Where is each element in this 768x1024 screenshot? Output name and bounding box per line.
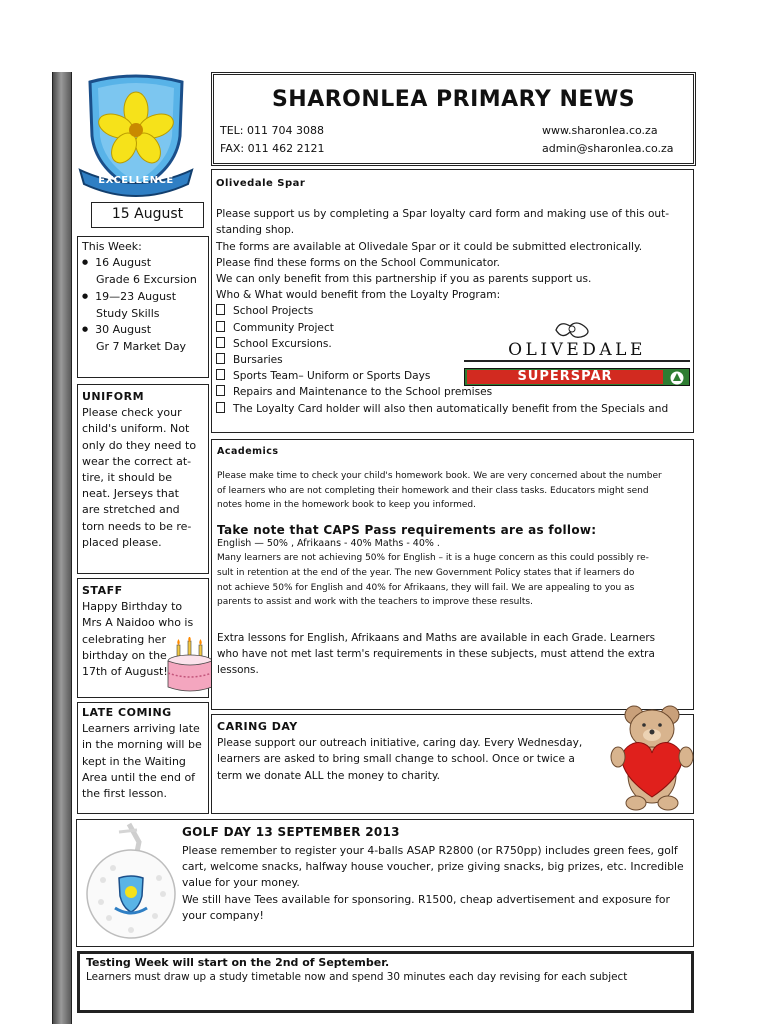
benefit-item: School Projects xyxy=(216,303,689,319)
text-line: only do they need to xyxy=(82,438,197,452)
text-line: celebrating her xyxy=(82,632,166,646)
text-line: The forms are available at Olivedale Spar or it could be submitted electronically. xyxy=(216,240,643,253)
text-line: of learners who are not completing their homework and their class tasks. Educators might send xyxy=(217,485,649,496)
text-line: Mrs A Naidoo who is xyxy=(82,616,194,630)
text-line: value for your money. xyxy=(182,876,300,890)
text-line: Please check your xyxy=(82,406,182,420)
text-line: are stretched and xyxy=(82,503,180,517)
olivedale-superspar-logo xyxy=(464,318,690,388)
uniform-box xyxy=(77,384,209,574)
text-line: We can only benefit from this partnership if you as parents support us. xyxy=(216,273,592,286)
uniform-text xyxy=(82,405,204,551)
benefit-item: Bursaries xyxy=(216,352,689,368)
staff-box xyxy=(77,578,209,698)
golf-ball-icon xyxy=(79,822,185,946)
event-name: Grade 6 Excursion xyxy=(96,273,197,287)
late-coming-title: LATE COMING xyxy=(82,706,172,719)
testing-week-box xyxy=(77,951,694,1013)
left-margin-bar xyxy=(52,72,72,1024)
caring-day-box xyxy=(211,714,694,814)
text-line: Please remember to register your 4-balls ASAP R2800 (or R750pp) includes green fees, golf xyxy=(182,844,678,857)
text-line: 17th of August! xyxy=(82,665,168,679)
benefit-item: The Loyalty Card holder will also then automatically benefit from the Specials and xyxy=(216,401,689,417)
crest-motto: EXCELLENCE xyxy=(98,175,174,186)
academics-box xyxy=(211,439,694,710)
text-line: Please support our outreach initiative, caring day. Every Wednesday, xyxy=(217,737,583,750)
birthday-cake-icon xyxy=(166,637,214,695)
text-line: your company! xyxy=(182,908,264,922)
text-line: wear the correct at- xyxy=(82,454,192,468)
text-line: Happy Birthday to xyxy=(82,600,183,614)
spar-tree-icon xyxy=(670,371,684,385)
text-line: Please make time to check your child's homework book. We are very concerned about the number xyxy=(217,471,662,481)
this-week-box xyxy=(77,236,209,378)
golf-day-text xyxy=(182,843,690,924)
text-line: kept in the Waiting xyxy=(82,754,186,768)
this-week-title: This Week: xyxy=(82,240,142,253)
text-line: tire, it should be xyxy=(82,471,172,485)
benefit-item: Community Project xyxy=(216,320,689,336)
testing-week-title: Testing Week will start on the 2nd of September. xyxy=(86,956,390,969)
text-line: sult in retention at the end of the year. The new Government Policy states that if learners do xyxy=(217,567,635,578)
school-crest xyxy=(76,74,196,198)
caps-requirements: English — 50% , Afrikaans - 40% Maths - 40% . xyxy=(217,537,440,549)
uniform-title: UNIFORM xyxy=(82,390,145,403)
text-line: notes home in the homework book to keep you informed. xyxy=(217,500,476,511)
text-line: child's uniform. Not xyxy=(82,422,190,436)
issue-date: 15 August xyxy=(111,206,184,222)
text-line: term we donate ALL the money to charity. xyxy=(217,769,440,782)
golf-day-title: GOLF DAY 13 SEPTEMBER 2013 xyxy=(182,825,400,839)
spar-box xyxy=(211,169,694,433)
fax-number: FAX: 011 462 2121 xyxy=(220,142,325,155)
text-line: Many learners are not achieving 50% for English – it is a huge concern as this could possibly re- xyxy=(217,553,649,564)
spar-title: Olivedale Spar xyxy=(216,178,306,189)
olivedale-emblem-icon xyxy=(550,318,594,340)
text-line: Learners arriving late xyxy=(82,722,200,736)
text-line: Area until the end of xyxy=(82,770,196,784)
staff-title: STAFF xyxy=(82,584,123,597)
this-week-list xyxy=(82,255,204,355)
text-line: standing shop. xyxy=(216,224,295,237)
newsletter-title: SHARONLEA PRIMARY NEWS xyxy=(271,87,636,112)
text-line: the first lesson. xyxy=(82,787,168,801)
date-box xyxy=(91,202,204,228)
text-line: Please support us by completing a Spar loyalty card form and making use of this out- xyxy=(216,208,670,221)
text-line: parents to assist and work with the teachers to improve these results. xyxy=(217,597,533,608)
text-line: in the morning will be xyxy=(82,738,202,752)
academics-title: Academics xyxy=(217,446,279,457)
benefit-item: Repairs and Maintenance to the School premises xyxy=(216,384,689,400)
event-name: Gr 7 Market Day xyxy=(96,340,187,354)
event-name: Study Skills xyxy=(96,306,160,320)
website-link[interactable]: www.sharonlea.co.za xyxy=(542,124,658,137)
teddy-bear-heart-icon xyxy=(608,703,696,813)
this-week-item xyxy=(82,255,204,288)
text-line: neat. Jerseys that xyxy=(82,487,179,501)
text-line: Who & What would benefit from the Loyalty Program: xyxy=(216,289,501,302)
caps-heading: Take note that CAPS Pass requirements are as follow: xyxy=(217,522,597,537)
caring-day-title: CARING DAY xyxy=(217,720,298,733)
text-line: cart, welcome snacks, halfway house voucher, prize giving snacks, big prizes, etc. Incredible xyxy=(182,860,684,874)
this-week-item xyxy=(82,289,204,322)
text-line: We still have Tees available for sponsoring. R1500, cheap advertisement and exposure for xyxy=(182,892,670,906)
text-line: who have not met last term's requirements in these subjects, must attend the extra xyxy=(217,647,655,660)
benefit-item: School Excursions. xyxy=(216,336,689,352)
text-line: learners are asked to bring small change to school. Once or twice a xyxy=(217,753,575,766)
golf-day-box xyxy=(76,819,694,947)
superspar-wordmark: SUPERSPAR xyxy=(467,370,663,384)
phone-number: TEL: 011 704 3088 xyxy=(220,124,324,137)
late-coming-box xyxy=(77,702,209,814)
this-week-item xyxy=(82,322,204,355)
event-date: ● 19—23 August xyxy=(82,289,204,306)
testing-week-text: Learners must draw up a study timetable now and spend 30 minutes each day revising for each subject xyxy=(86,971,628,983)
text-line: birthday on the xyxy=(82,648,167,662)
benefit-item: Sports Team– Uniform or Sports Days xyxy=(216,368,689,384)
email-link[interactable]: admin@sharonlea.co.za xyxy=(542,142,674,155)
text-line: Please find these forms on the School Communicator. xyxy=(216,256,501,269)
text-line: placed please. xyxy=(82,535,162,549)
text-line: lessons. xyxy=(217,664,259,677)
text-line: Extra lessons for English, Afrikaans and Maths are available in each Grade. Learners xyxy=(217,631,656,644)
masthead xyxy=(211,72,696,166)
olivedale-wordmark: OLIVEDALE xyxy=(464,340,690,362)
text-line: not achieve 50% for English and 40% for Afrikaans, they will fail. We are appealing to you as xyxy=(217,582,635,593)
text-line: torn needs to be re- xyxy=(82,519,192,533)
event-date: ● 30 August xyxy=(82,322,204,339)
superspar-banner xyxy=(464,368,690,386)
event-date: ● 16 August xyxy=(82,255,204,272)
